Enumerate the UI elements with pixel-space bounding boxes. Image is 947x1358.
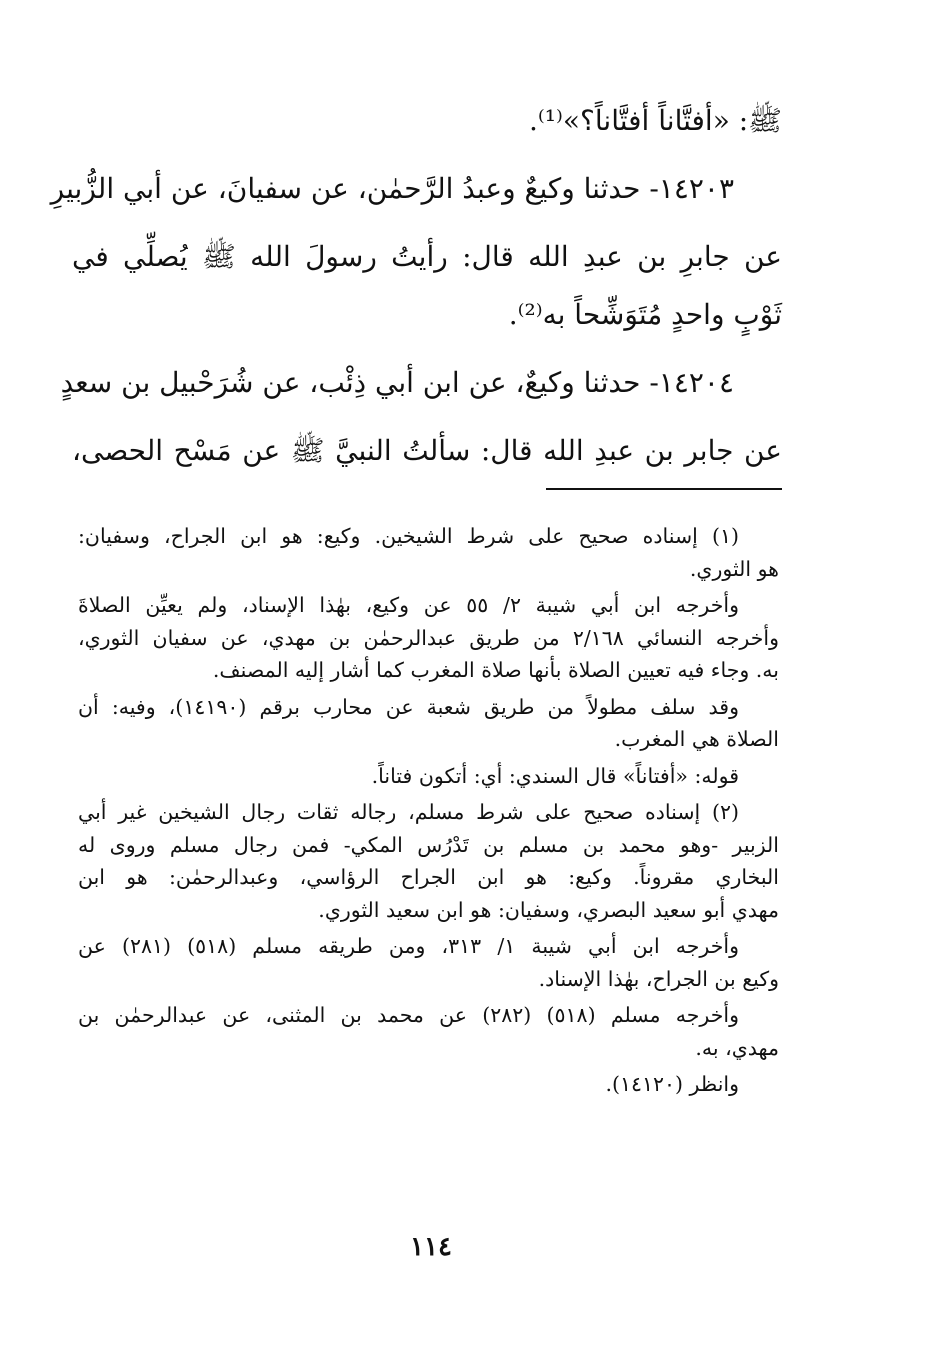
footnote-line: هو الثوري. xyxy=(689,556,779,581)
footnote-paragraph xyxy=(78,930,779,995)
footnote-paragraph xyxy=(78,691,779,756)
footnote-paragraph xyxy=(78,589,779,687)
footnote-line: به. وجاء فيه تعيين الصلاة بأنها صلاة المغرب كما أشار إليه المصنف. xyxy=(212,658,779,682)
hadith-14203-line-2: عن جابرِ بن عبدِ الله قال: رأيتُ رسولَ الله ﷺ يُصلِّي في xyxy=(72,240,782,273)
footnote-line: قوله: «أفتاناً» قال السندي: أي: أتكون فتاناً. xyxy=(371,763,739,788)
main-text xyxy=(50,92,782,480)
footnote-paragraph xyxy=(78,999,779,1064)
text-line: ﷺ: «أفتَّاناً أفتَّاناً؟»⁽¹⁾. xyxy=(528,104,782,137)
footnote-paragraph xyxy=(78,796,779,926)
footnote-line: وانظر (١٤١٢٠). xyxy=(605,1072,739,1096)
footnote-line: البخاري مقروناً. وكيع: هو ابن الجراح الرؤاسي، وعبدالرحمٰن: هو ابن xyxy=(78,865,779,889)
hadith-14203-line-1: ١٤٢٠٣- حدثنا وكيعٌ وعبدُ الرَّحمٰن، عن سفيانَ، عن أبي الزُّبيرِ xyxy=(50,172,734,205)
footnote-separator xyxy=(546,488,782,490)
footnote-paragraph xyxy=(78,760,779,793)
hadith-14204-line-2: عن جابر بن عبدِ الله قال: سألتُ النبيَّ ﷺ عن مَسْح الحصى، xyxy=(72,434,782,467)
footnote-line: وقد سلف مطولاً من طريق شعبة عن محارب برقم (١٤١٩٠)، وفيه: أن xyxy=(78,694,739,719)
footnote-paragraph xyxy=(78,520,779,585)
footnote-line: وكيع بن الجراح، بهٰذا الإسناد. xyxy=(538,966,779,991)
footnote-line: وأخرجه ابن أبي شيبة ١/ ٣١٣، ومن طريقه مسلم (٥١٨) (٢٨١) عن xyxy=(78,934,739,958)
page-number: ١١٤ xyxy=(410,1232,452,1262)
footnote-line: الزبير -وهو محمد بن مسلم بن تَدْرُس المكي- فمن رجال مسلم وروى له xyxy=(78,832,779,857)
footnote-line: وأخرجه ابن أبي شيبة ٢/ ٥٥ عن وكيع، بهٰذا الإسناد، ولم يعيِّن الصلاةَ xyxy=(78,593,740,617)
hadith-14204-line-1: ١٤٢٠٤- حدثنا وكيعٌ، عن ابن أبي ذِئْب، عن شُرَحْبيل بن سعدٍ xyxy=(60,366,734,399)
footnote-line: وأخرجه مسلم (٥١٨) (٢٨٢) عن محمد بن المثنى، عن عبدالرحمٰن بن xyxy=(78,1003,739,1027)
hadith-14203-line-3: ثَوْبٍ واحدٍ مُتَوَشِّحاً به⁽²⁾. xyxy=(508,298,782,331)
footnotes xyxy=(78,520,779,1105)
footnote-line: مهدي أبو سعيد البصري، وسفيان: هو ابن سعيد الثوري. xyxy=(318,897,779,922)
footnote-line: وأخرجه النسائي ٢/١٦٨ من طريق عبدالرحمٰن بن مهدي، عن سفيان الثوري، xyxy=(78,625,779,650)
footnote-line: (٢) إسناده صحيح على شرط مسلم، رجاله ثقات رجال الشيخين غير أبي xyxy=(78,800,739,824)
footnote-line: (١) إسناده صحيح على شرط الشيخين. وكيع: هو ابن الجراح، وسفيان: xyxy=(78,524,739,548)
footnote-line: الصلاة هي المغرب. xyxy=(614,727,779,751)
footnote-line: مهدي، به. xyxy=(695,1035,779,1060)
footnote-paragraph xyxy=(78,1068,779,1101)
